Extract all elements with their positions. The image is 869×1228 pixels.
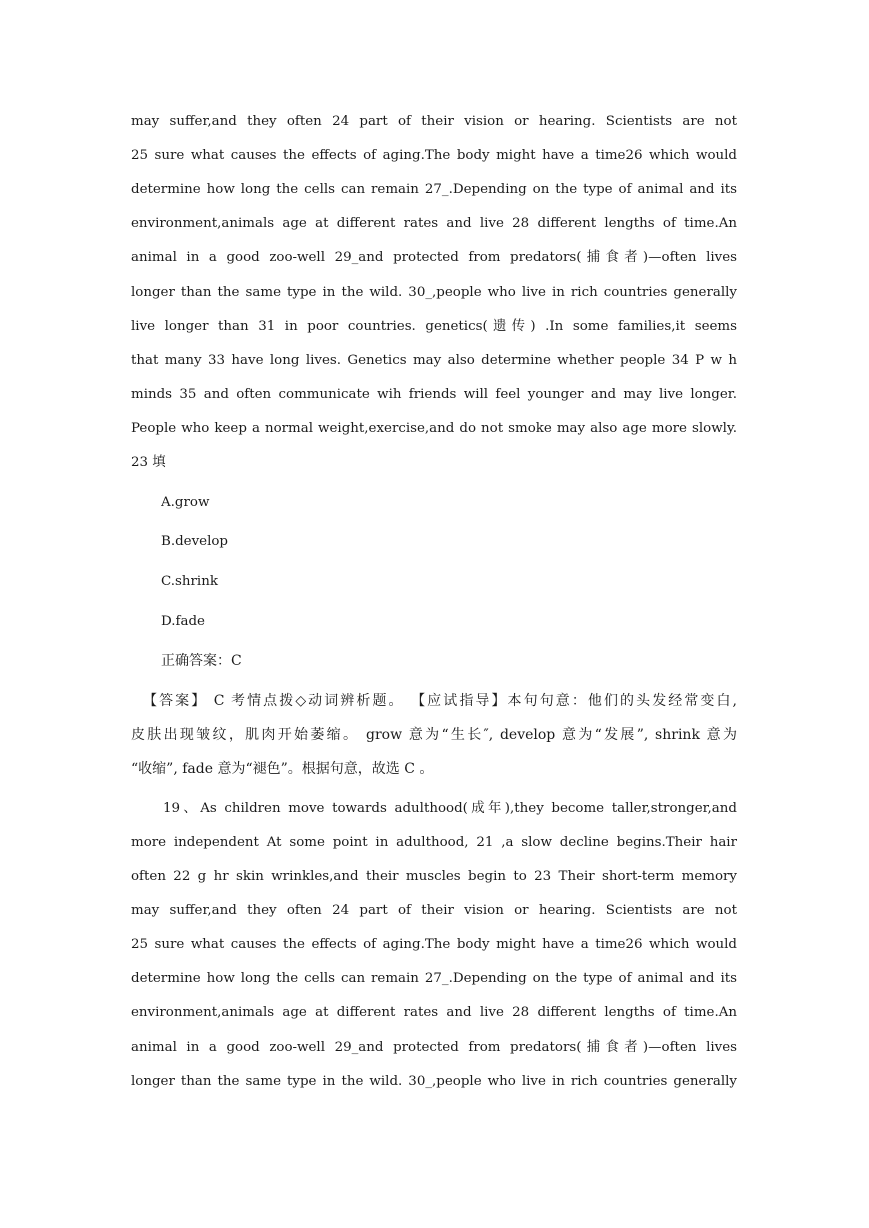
passage-line: 25 sure what causes the effects of aging.The body might have a time26 which would bbox=[131, 937, 737, 952]
explanation-line: 【答案】 C 考情点拨◇动词辨析题。 【应试指导】本句句意：他们的头发经常变白, bbox=[143, 693, 737, 709]
passage-line: environment,animals age at different rates and live 28 different lengths of time.An bbox=[131, 1005, 737, 1020]
option-c: C.shrink bbox=[161, 574, 218, 589]
option-a: A.grow bbox=[161, 495, 210, 510]
passage-line: animal in a good zoo-well 29_and protected from predators(捕食者)—often lives bbox=[131, 1040, 737, 1055]
passage-line: longer than the same type in the wild. 30_,people who live in rich countries generally bbox=[131, 285, 737, 300]
passage-line: environment,animals age at different rates and live 28 different lengths of time.An bbox=[131, 216, 737, 231]
passage-line: longer than the same type in the wild. 30_,people who live in rich countries generally bbox=[131, 1074, 737, 1089]
explanation-line: “收缩”, fade 意为“褪色”。根据句意，故选 C 。 bbox=[131, 761, 434, 777]
question-number: 23 填 bbox=[131, 455, 166, 470]
passage-line: may suffer,and they often 24 part of their vision or hearing. Scientists are not bbox=[131, 903, 737, 918]
passage-line: live longer than 31 in poor countries. genetics(遗传) .In some families,it seems bbox=[131, 319, 737, 334]
passage-line: often 22 g hr skin wrinkles,and their muscles begin to 23 Their short-term memory bbox=[131, 869, 737, 884]
passage-line: animal in a good zoo-well 29_and protected from predators(捕食者)—often lives bbox=[131, 250, 737, 265]
option-b: B.develop bbox=[161, 534, 228, 549]
passage-line: 25 sure what causes the effects of aging.The body might have a time26 which would bbox=[131, 148, 737, 163]
passage-line: 19、As children move towards adulthood(成年),they become taller,stronger,and bbox=[163, 801, 737, 816]
passage-line: may suffer,and they often 24 part of their vision or hearing. Scientists are not bbox=[131, 114, 737, 129]
explanation-line: 皮肤出现皱纹，肌肉开始萎缩。 grow 意为“生长″, develop 意为“发展”, shrink 意为 bbox=[131, 727, 737, 743]
passage-line: determine how long the cells can remain 27_.Depending on the type of animal and its bbox=[131, 971, 737, 986]
passage-line: determine how long the cells can remain 27_.Depending on the type of animal and its bbox=[131, 182, 737, 197]
passage-line: that many 33 have long lives. Genetics may also determine whether people 34 P w h bbox=[131, 353, 737, 368]
correct-answer: 正确答案：C bbox=[161, 653, 242, 669]
option-d: D.fade bbox=[161, 614, 205, 629]
passage-line: People who keep a normal weight,exercise,and do not smoke may also age more slowly. bbox=[131, 421, 737, 436]
passage-line: minds 35 and often communicate wih friends will feel younger and may live longer. bbox=[131, 387, 737, 402]
passage-line: more independent At some point in adulthood, 21 ,a slow decline begins.Their hair bbox=[131, 835, 737, 850]
